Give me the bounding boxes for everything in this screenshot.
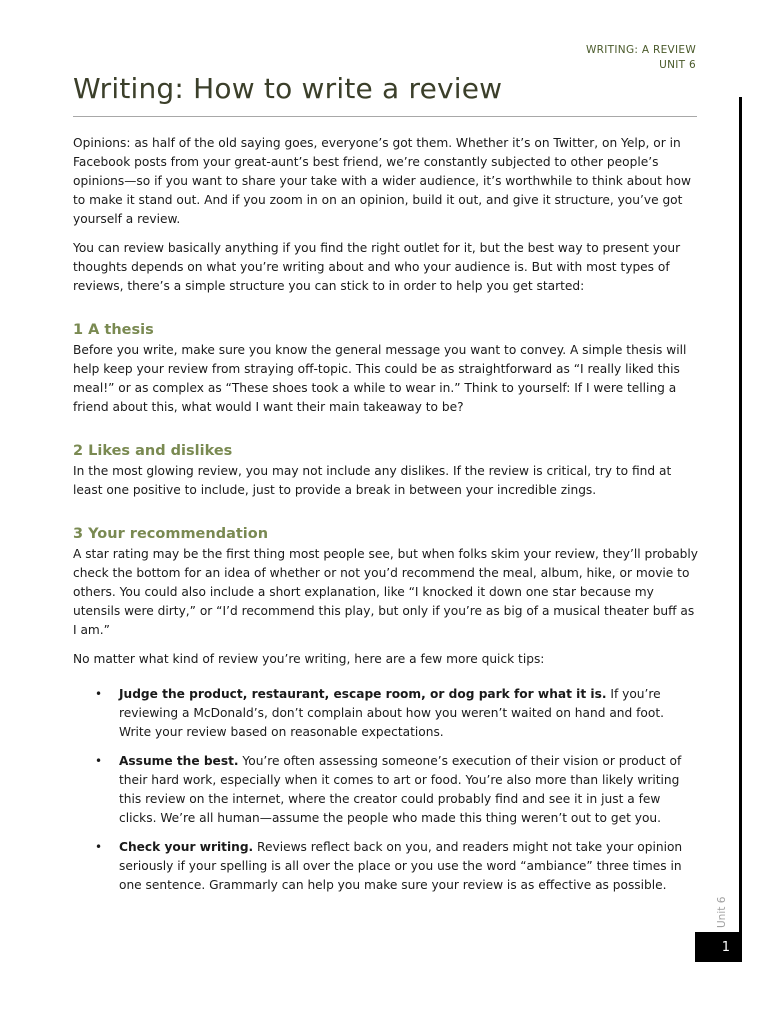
tip-lead: Check your writing. bbox=[119, 840, 254, 854]
section-text-thesis: Before you write, make sure you know the general message you want to convey. A simple thesis will help keep your review from straying off-topic. This could be as straightforward as “I really liked this meal!” or as complex as “These shoes took a while to wear in.” Think to yourself: If I were telling a friend about this, what would I want their main takeaway to be? bbox=[73, 343, 687, 414]
side-unit-label: Unit 6 bbox=[716, 896, 728, 928]
section-heading-likes-dislikes: 2 Likes and dislikes bbox=[73, 443, 233, 459]
document-body bbox=[73, 134, 698, 905]
tip-lead: Assume the best. bbox=[119, 754, 239, 768]
running-header-title: WRITING: A REVIEW bbox=[586, 44, 696, 56]
bullet-icon: • bbox=[95, 687, 103, 701]
page-number: 1 bbox=[695, 932, 742, 962]
tip-text: You’re often assessing someone’s execution of their vision or product of their hard work, especially when it comes to art or food. You’re also more than likely writing this review on the internet, where the creator could probably find and see it in just a few clicks. We’re all human—assume the people who made this thing weren’t out to get you. bbox=[119, 754, 682, 825]
title-divider bbox=[73, 116, 697, 117]
running-header bbox=[586, 43, 696, 73]
tip-lead: Judge the product, restaurant, escape room, or dog park for what it is. bbox=[119, 687, 607, 701]
bullet-icon: • bbox=[95, 754, 103, 768]
running-header-unit: UNIT 6 bbox=[659, 59, 696, 71]
bullet-icon: • bbox=[95, 840, 103, 854]
margin-bar bbox=[739, 97, 742, 933]
page-title: Writing: How to write a review bbox=[73, 72, 503, 105]
tips-intro: No matter what kind of review you’re writing, here are a few more quick tips: bbox=[73, 652, 545, 666]
tip-text: If you’re reviewing a McDonald’s, don’t complain about how you weren’t waited on hand and foot. Write your review based on reasonable expectations. bbox=[119, 687, 664, 739]
section-text-likes-dislikes: In the most glowing review, you may not include any dislikes. If the review is critical, try to find at least one positive to include, just to provide a break in between your incredible zings. bbox=[73, 464, 672, 497]
section-heading-thesis: 1 A thesis bbox=[73, 322, 154, 338]
tip-text: Reviews reflect back on you, and readers might not take your opinion seriously if your spelling is all over the place or you use the word “ambiance” three times in one sentence. Grammarly can help you make sure your review is as effective as possible. bbox=[119, 840, 683, 892]
tips-list bbox=[73, 685, 698, 895]
intro-paragraph: You can review basically anything if you find the right outlet for it, but the best way to present your thoughts depends on what you’re writing about and who your audience is. But with most types of reviews, there’s a simple structure you can stick to in order to help you get started: bbox=[73, 241, 681, 293]
section-heading-recommendation: 3 Your recommendation bbox=[73, 526, 269, 542]
section-text-recommendation: A star rating may be the first thing most people see, but when folks skim your review, they’ll probably check the bottom for an idea of whether or not you’d recommend the meal, album, hike, or movie to others. You could also include a short explanation, like “I knocked it down one star because my utensils were dirty,” or “I’d recommend this play, but only if you’re as big of a musical theater buff as I am.” bbox=[73, 547, 699, 637]
intro-paragraph: Opinions: as half of the old saying goes, everyone’s got them. Whether it’s on Twitter, on Yelp, or in Facebook posts from your great-aunt’s best friend, we’re constantly subjected to other people’s opinions—so if you want to share your take with a wider audience, it’s worthwhile to think about how to make it stand out. And if you zoom in on an opinion, build it out, and give it structure, you’ve got yourself a review. bbox=[73, 136, 691, 226]
list-item bbox=[73, 685, 698, 742]
list-item bbox=[73, 752, 698, 828]
list-item bbox=[73, 838, 698, 895]
